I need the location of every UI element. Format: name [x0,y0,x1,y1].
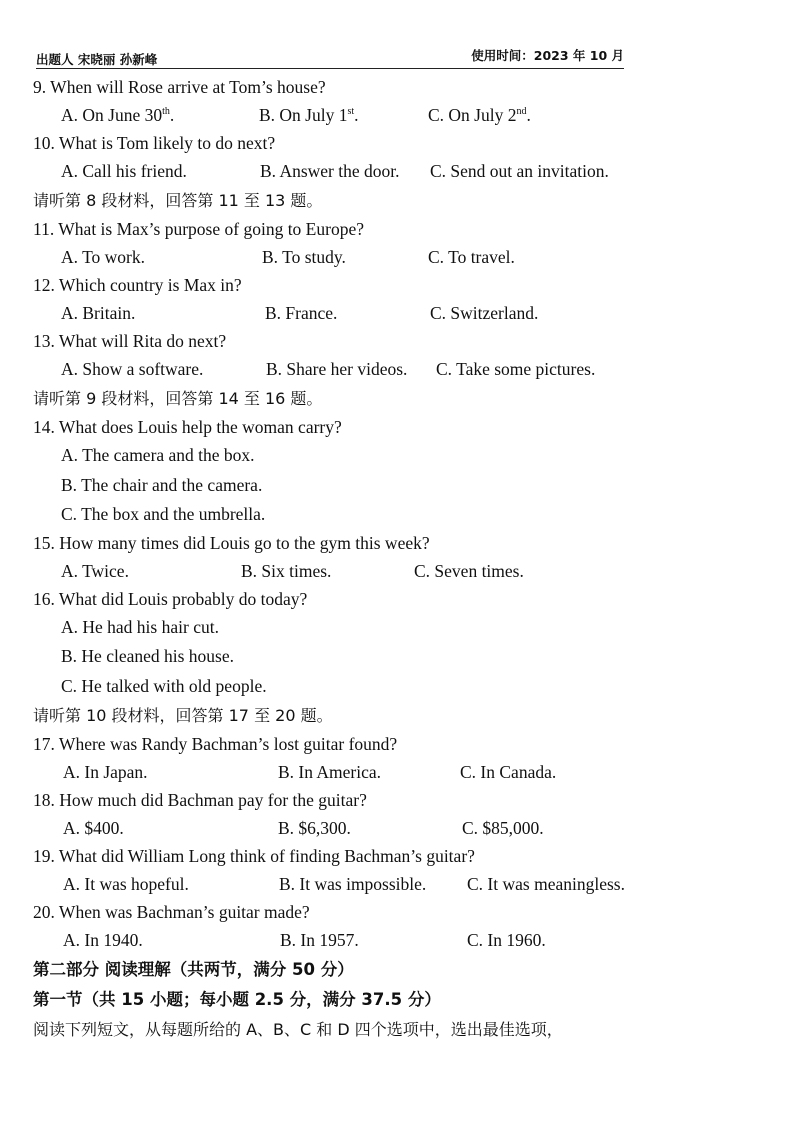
reading-directions: 阅读下列短文，从每题所给的 A、B、C 和 D 四个选项中，选出最佳选项， [33,1020,563,1039]
option-a: A. Britain. [61,303,136,323]
option-a: A. Call his friend. [61,161,187,181]
question-16-stem: 16. What did Louis probably do today? [33,588,308,609]
option-c: C. It was meaningless. [467,874,625,894]
option-b: B. Answer the door. [260,161,400,181]
option-a: A. To work. [61,247,146,267]
option-c: C. Take some pictures. [436,359,596,379]
option-c: C. In 1960. [467,930,546,950]
option-c: C. $85,000. [462,818,544,838]
question-15-stem: 15. How many times did Louis go to the gym this week? [33,532,430,553]
question-9-options [33,101,773,130]
question-13-stem: 13. What will Rita do next? [33,331,227,351]
option-b: B. In 1957. [280,930,359,950]
option-b: B. In America. [278,762,382,782]
option-c: C. The box and the umbrella. [61,504,266,524]
option-b: B. The chair and the camera. [61,474,263,495]
question-17-options [33,758,773,787]
option-a: A. On June 30th. [61,105,175,125]
part-heading: 第二部分 阅读理解（共两节，满分 50 分） [33,960,354,979]
option-b: B. Six times. [241,560,332,581]
question-20-options [33,926,773,955]
section-heading: 第一节（共 15 小题；每小题 2.5 分，满分 37.5 分） [33,990,441,1009]
option-c: C. Switzerland. [430,303,539,323]
question-14-stem: 14. What does Louis help the woman carry? [33,417,342,437]
option-c: C. Send out an invitation. [430,161,609,181]
option-a: A. $400. [63,818,124,838]
question-18-options [33,814,773,843]
page-header [36,46,624,69]
option-a: A. He had his hair cut. [61,616,219,637]
section-instruction: 请听第 10 段材料，回答第 17 至 20 题。 [33,706,333,725]
option-a: A. Show a software. [61,359,204,379]
question-13-options [33,355,773,384]
question-12-options [33,299,773,328]
question-11-options [33,243,773,272]
option-b: B. France. [265,303,338,323]
exam-authors: 出题人 宋晓丽 孙新峰 [36,52,158,67]
option-c: C. Seven times. [414,560,524,581]
question-9-stem: 9. When will Rose arrive at Tom’s house? [33,77,326,97]
option-c: C. On July 2nd. [428,105,531,125]
option-a: A. It was hopeful. [63,874,189,894]
question-10-options [33,157,773,186]
option-c: C. He talked with old people. [61,675,267,696]
question-17-stem: 17. Where was Randy Bachman’s lost guitar found? [33,734,398,754]
option-a: A. In 1940. [63,930,143,950]
option-a: A. Twice. [61,560,129,581]
usage-date: 使用时间：2023 年 10 月 [471,48,624,63]
option-b: B. It was impossible. [279,874,427,894]
question-11-stem: 11. What is Max’s purpose of going to Europe? [33,219,364,239]
section-instruction: 请听第 8 段材料，回答第 11 至 13 题。 [33,191,323,210]
question-19-stem: 19. What did William Long think of finding Bachman’s guitar? [33,846,475,866]
question-10-stem: 10. What is Tom likely to do next? [33,133,276,153]
question-15-options [33,557,773,586]
question-12-stem: 12. Which country is Max in? [33,275,242,295]
question-list [33,74,773,1045]
option-b: B. To study. [262,247,346,267]
section-instruction: 请听第 9 段材料，回答第 14 至 16 题。 [33,389,323,408]
question-20-stem: 20. When was Bachman’s guitar made? [33,902,310,922]
option-c: C. In Canada. [460,762,557,782]
option-a: A. The camera and the box. [61,445,255,465]
question-19-options [33,870,773,899]
option-b: B. $6,300. [278,818,351,838]
option-b: B. Share her videos. [266,359,408,379]
option-c: C. To travel. [428,247,515,267]
question-18-stem: 18. How much did Bachman pay for the guitar? [33,790,367,810]
option-b: B. On July 1st. [259,105,359,125]
option-b: B. He cleaned his house. [61,646,235,666]
option-a: A. In Japan. [63,762,148,782]
